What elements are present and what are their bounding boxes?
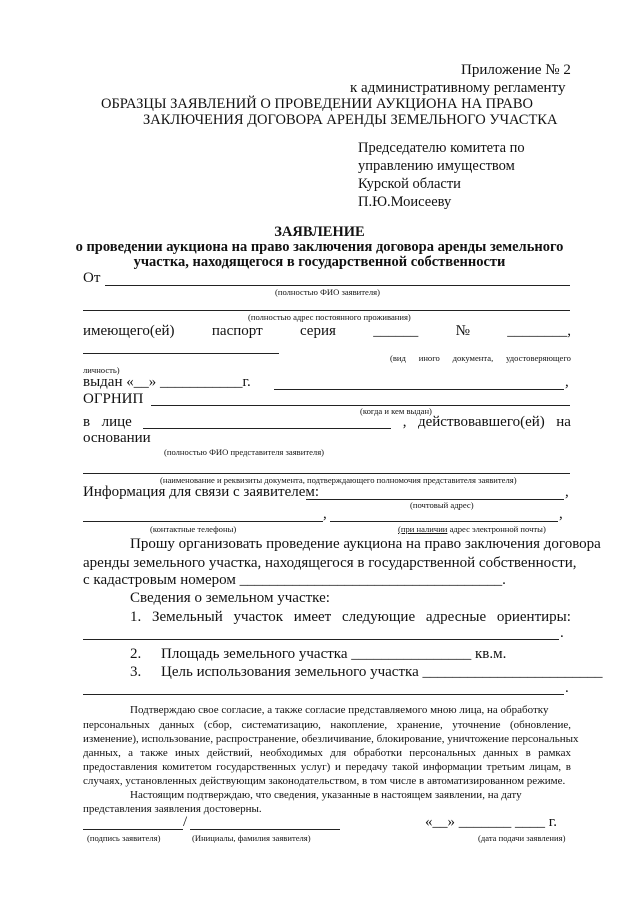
- hint-representative: (полностью ФИО представителя заявителя): [164, 447, 325, 457]
- consent-line4: данных, а также иных действий, необходимых для обработки персональных данных в рамках: [83, 747, 571, 759]
- signature-field[interactable]: [83, 829, 183, 830]
- item1-number: 1.: [130, 609, 142, 625]
- item1-w5: адресные: [425, 609, 487, 625]
- phones-comma: ,: [323, 506, 327, 522]
- other-document-field[interactable]: [83, 353, 279, 354]
- statement-heading: ЗАЯВЛЕНИЕ: [274, 224, 365, 240]
- reglament-reference: к административному регламенту: [350, 80, 566, 96]
- hint-authority-document: (наименование и реквизиты документа, подтверждающего полномочия представителя заявителя): [160, 475, 517, 485]
- representative-row: [83, 414, 571, 431]
- hint-date: (дата подачи заявления): [478, 833, 566, 843]
- document-title-line2: ЗАКЛЮЧЕНИЯ ДОГОВОРА АРЕНДЫ ЗЕМЕЛЬНОГО УЧАСТКА: [143, 112, 558, 128]
- from-label: От: [83, 270, 101, 286]
- addressee-line2: управлению имуществом: [358, 158, 515, 174]
- applicant-name-field[interactable]: [105, 285, 570, 286]
- submission-date-field[interactable]: «__» _______ ____ г.: [425, 814, 557, 830]
- hint-other-doc-w2: иного: [418, 353, 440, 363]
- passport-number-field[interactable]: ________,: [507, 323, 571, 339]
- addressee-line3: Курской области: [358, 176, 461, 192]
- consent-line8: представления заявления достоверны.: [83, 803, 262, 815]
- consent-line5: предоставления комитетом государственных услуг) и передачу такой информации третьим лицам, в: [83, 761, 571, 773]
- request-line3: с кадастровым номером ___________________________________.: [83, 572, 506, 588]
- email-comma: ,: [559, 506, 563, 522]
- passport-series-field[interactable]: ______: [373, 323, 419, 339]
- item2-area[interactable]: Площадь земельного участка ________________ кв.м.: [161, 646, 507, 662]
- hint-email-rest: адрес электронной почты): [449, 524, 546, 534]
- applicant-address-field[interactable]: [83, 310, 570, 311]
- passport-word-having: имеющего(ей): [83, 323, 175, 339]
- item2-number: 2.: [130, 646, 142, 662]
- hint-initials: (Инициалы, фамилия заявителя): [192, 833, 311, 843]
- issued-by-field[interactable]: [274, 389, 564, 390]
- person-word-face: лице: [101, 414, 132, 430]
- authority-document-field[interactable]: [83, 473, 570, 474]
- item3-end: .: [565, 680, 569, 696]
- request-line1: Прошу организовать проведение аукциона на право заключения договора: [130, 536, 601, 552]
- passport-row: [83, 323, 571, 340]
- hint-email-optional: (при наличии: [398, 524, 448, 534]
- hint-other-doc-w1: (вид: [390, 353, 406, 363]
- contact-label: Информация для связи с заявителем:: [83, 484, 320, 500]
- hint-applicant-address: (полностью адрес постоянного проживания): [248, 312, 411, 322]
- plot-info-heading: Сведения о земельном участке:: [130, 590, 330, 606]
- consent-line7: Настоящим подтверждаю, что сведения, указанные в настоящем заявлении, на дату: [130, 789, 522, 801]
- consent-line2: персональных данных (сбор, систематизацию, накопление, хранение, уточнение (обновление,: [83, 719, 571, 731]
- representative-name-field[interactable]: [143, 414, 391, 429]
- passport-number-sign: №: [455, 323, 470, 339]
- ogrnip-label: ОГРНИП: [83, 391, 144, 407]
- issued-comma: ,: [565, 374, 569, 390]
- item1-w2: участок: [233, 609, 284, 625]
- passport-word-series: серия: [299, 323, 336, 339]
- hint-other-document-row: [390, 353, 571, 363]
- item3-purpose[interactable]: Цель использования земельного участка ________________________: [161, 664, 603, 680]
- addressee-line1: Председателю комитета по: [358, 140, 525, 156]
- person-on: на: [556, 414, 571, 430]
- hint-applicant-fio: (полностью ФИО заявителя): [275, 287, 380, 297]
- addressee-line4: П.Ю.Моисееву: [358, 194, 452, 210]
- contact-comma: ,: [565, 484, 569, 500]
- hint-postal: (почтовый адрес): [410, 500, 474, 510]
- item1-w1: Земельный: [152, 609, 223, 625]
- consent-line1: Подтверждаю свое согласие, а также согласие представляемого мною лица, на обработку: [130, 704, 549, 716]
- document-title-line1: ОБРАЗЦЫ ЗАЯВЛЕНИЙ О ПРОВЕДЕНИИ АУКЦИОНА НА ПРАВО: [101, 96, 533, 112]
- item3-number: 3.: [130, 664, 142, 680]
- purpose-continuation-field[interactable]: [83, 694, 564, 695]
- address-landmarks-field[interactable]: [83, 639, 559, 640]
- hint-signature: (подпись заявителя): [87, 833, 161, 843]
- signature-slash: /: [183, 814, 188, 830]
- statement-subtitle-line1: о проведении аукциона на право заключения договора аренды земельного: [75, 239, 564, 255]
- person-comma: ,: [402, 414, 407, 430]
- consent-line3: изменение), использование, распространение, обезличивание, блокирование, уничтожение персональных: [83, 733, 579, 745]
- item1-end: .: [560, 625, 564, 641]
- hint-identity: личность): [83, 365, 120, 375]
- hint-phones: (контактные телефоны): [150, 524, 237, 534]
- email-field[interactable]: [330, 521, 558, 522]
- phones-field[interactable]: [83, 521, 323, 522]
- applicant-initials-field[interactable]: [190, 829, 340, 830]
- hint-other-doc-w4: удостоверяющего: [506, 353, 571, 363]
- item1-w6: ориентиры:: [496, 609, 571, 625]
- item1-w3: имеет: [293, 609, 332, 625]
- hint-other-doc-w3: документа,: [452, 353, 494, 363]
- consent-line6: случаях, установленных действующим законодательством, в том числе в автоматизированном режиме.: [83, 775, 566, 787]
- appendix-number: Приложение № 2: [461, 62, 571, 78]
- basis-label: основании: [83, 430, 151, 446]
- person-word-in: в: [83, 414, 91, 430]
- request-line2: аренды земельного участка, находящегося в государственной собственности,: [83, 555, 577, 571]
- hint-email: [398, 524, 546, 534]
- item1-w4: следующие: [341, 609, 416, 625]
- hint-issued: (когда и кем выдан): [360, 406, 432, 416]
- passport-word-passport: паспорт: [211, 323, 263, 339]
- issued-label: выдан «__» ___________г.: [83, 374, 251, 390]
- item1-row: [130, 609, 571, 626]
- statement-subtitle-line2: участка, находящегося в государственной собственности: [133, 254, 506, 270]
- person-acting: действовавшего(ей): [417, 414, 545, 430]
